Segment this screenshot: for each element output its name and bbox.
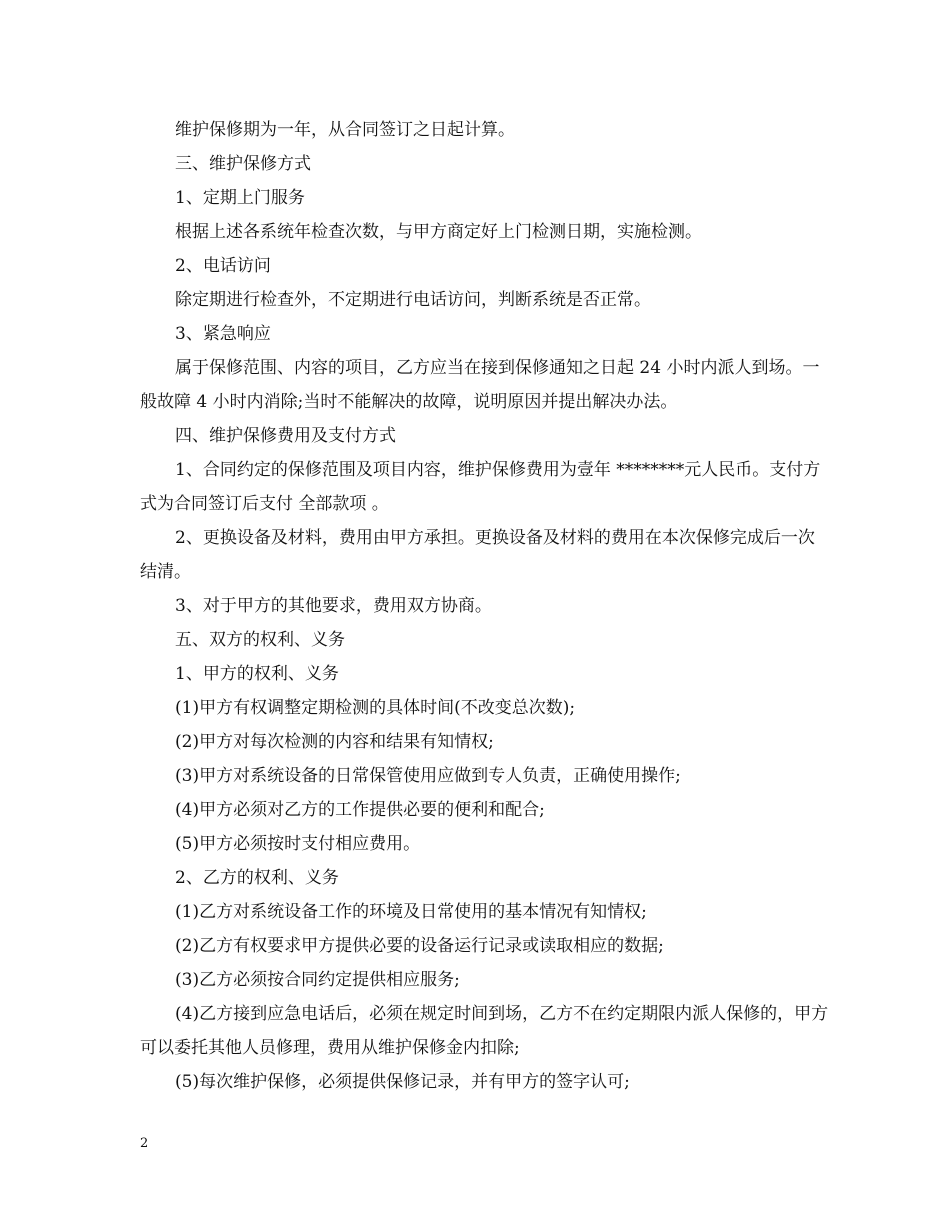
list-item-party-a-4: (4)甲方必须对乙方的工作提供必要的便利和配合; [175,800,545,820]
subheading-party-b: 2、乙方的权利、义务 [175,868,339,888]
subheading-emergency-response: 3、紧急响应 [175,324,271,344]
section-heading-4: 四、维护保修费用及支付方式 [175,426,396,446]
paragraph-onsite-service: 根据上述各系统年检查次数，与甲方商定好上门检测日期，实施检测。 [175,222,702,242]
section-heading-5: 五、双方的权利、义务 [175,630,345,650]
list-item-party-b-3: (3)乙方必须按合同约定提供相应服务; [175,970,460,990]
section-heading-3: 三、维护保修方式 [175,154,311,174]
paragraph-fee-3: 3、对于甲方的其他要求，费用双方协商。 [175,596,492,616]
list-item-party-b-5: (5)每次维护保修，必须提供保修记录，并有甲方的签字认可; [175,1072,630,1092]
list-item-party-a-2: (2)甲方对每次检测的内容和结果有知情权; [175,732,494,752]
paragraph-emergency-response: 属于保修范围、内容的项目，乙方应当在接到保修通知之日起 24 小时内派人到场。一般故障 4 小时内消除;当时不能解决的故障，说明原因并提出解决办法。 [140,358,820,412]
list-item-party-a-5: (5)甲方必须按时支付相应费用。 [175,834,421,854]
list-item-party-a-3: (3)甲方对系统设备的日常保管使用应做到专人负责，正确使用操作; [175,766,681,786]
list-item-party-b-1: (1)乙方对系统设备工作的环境及日常使用的基本情况有知情权; [175,902,647,922]
document-body [140,113,830,1099]
list-item-party-a-1: (1)甲方有权调整定期检测的具体时间(不改变总次数); [175,698,576,718]
paragraph-fee-1: 1、合同约定的保修范围及项目内容，维护保修费用为壹年 ********元人民币。支付方式为合同签订后支付 全部款项 。 [140,460,821,514]
subheading-phone-visit: 2、电话访问 [175,256,271,276]
list-item-party-b-2: (2)乙方有权要求甲方提供必要的设备运行记录或读取相应的数据; [175,936,664,956]
subheading-onsite-service: 1、定期上门服务 [175,188,305,208]
paragraph-warranty-period: 维护保修期为一年，从合同签订之日起计算。 [175,120,515,140]
subheading-party-a: 1、甲方的权利、义务 [175,664,339,684]
paragraph-phone-visit: 除定期进行检查外，不定期进行电话访问，判断系统是否正常。 [175,290,651,310]
paragraph-fee-2: 2、更换设备及材料，费用由甲方承担。更换设备及材料的费用在本次保修完成后一次结清。 [140,528,815,582]
page-number: 2 [140,1136,149,1151]
list-item-party-b-4: (4)乙方接到应急电话后，必须在规定时间到场，乙方不在约定期限内派人保修的，甲方可以委托其他人员修理，费用从维护保修金内扣除; [140,1004,829,1058]
